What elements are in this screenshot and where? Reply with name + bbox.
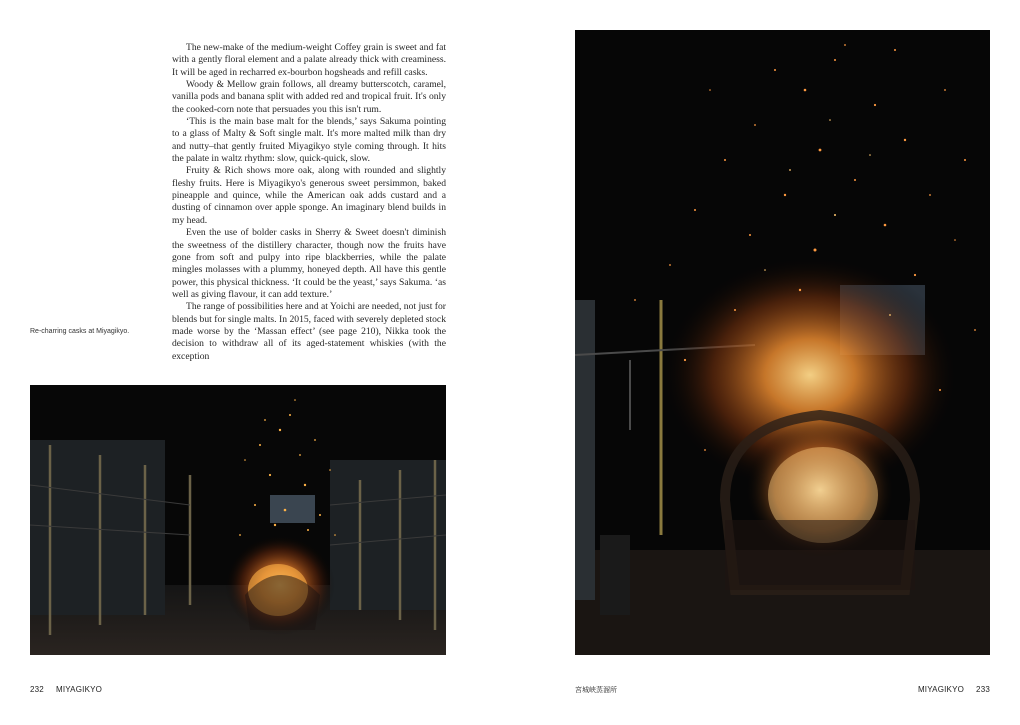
paragraph: ‘This is the main base malt for the blends,’ says Sakuma pointing to a glass of Malty & Soft single malt. It's more malted milk than dry and nutty–that gently fruited Miyagikyo style coming through. It hits the palate in waltz rhythm: slow, quick-quick, slow. — [172, 116, 446, 165]
page-number: 232 — [30, 685, 44, 694]
cask-charring-photo-large — [575, 30, 990, 655]
right-folio — [918, 685, 990, 694]
paragraph: The new-make of the medium-weight Coffey grain is sweet and fat with a gently floral element and a palate already thick with creaminess. It will be aged in recharred ex-bourbon hogsheads and refill casks. — [172, 42, 446, 78]
paragraph: Even the use of bolder casks in Sherry & Sweet doesn't diminish the sweetness of the distillery character, though now the fruits have gone from soft and pulpy into ripe blackberries, while the palate mingles molasses with a plummy, honeyed depth. All have this gentle power, this physical thickness. ‘It could be the yeast,’ says Sakuma. ‘as well as giving flavour, it can add texture.’ — [172, 227, 446, 300]
photo-caption: Re-charring casks at Miyagikyo. — [30, 328, 130, 335]
body-text — [172, 42, 446, 363]
running-head: MIYAGIKYO — [917, 685, 965, 694]
japanese-distillery-label: 宮城峡蒸溜所 — [575, 686, 617, 694]
paragraph: The range of possibilities here and at Yoichi are needed, not just for blends but for single malts. In 2015, faced with severely depleted stock made worse by the ‘Massan effect’ (see page 210), Nikka took the decision to withdraw all of its aged-statement whiskies (with the exception — [172, 301, 446, 362]
paragraph: Woody & Mellow grain follows, all dreamy butterscotch, caramel, vanilla pods and banana split with added red and tropical fruit. It's only the cooked-corn note that persuades you this isn't rum. — [172, 79, 446, 115]
running-head: MIYAGIKYO — [55, 685, 103, 694]
left-folio — [30, 685, 102, 694]
paragraph: Fruity & Rich shows more oak, along with rounded and slightly fleshy fruits. Here is Miyagikyo's generous sweet persimmon, baked pineapple and quince, while the American oak adds custard and a dusting of cinnamon over apple sponge. An imaginary blend builds in my head. — [172, 165, 446, 226]
page-number: 233 — [976, 685, 990, 694]
cask-charring-photo-small — [30, 385, 446, 655]
